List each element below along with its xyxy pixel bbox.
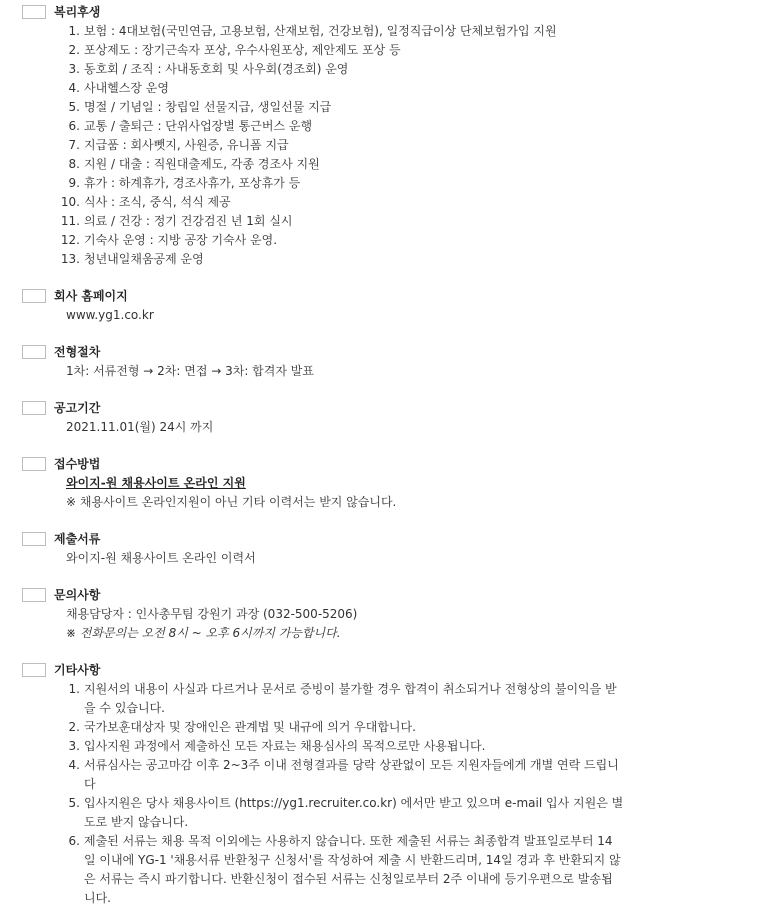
list-item: 보험 : 4대보험(국민연금, 고용보험, 산재보험, 건강보험), 일정직급이상 단체보험가입 지원 bbox=[84, 24, 557, 38]
section-period bbox=[0, 398, 774, 437]
section-title: 문의사항 bbox=[54, 588, 101, 602]
list-item: 동호회 / 조직 : 사내동호회 및 사우회(경조회) 운영 bbox=[84, 62, 349, 76]
list-item: 국가보훈대상자 및 장애인은 관계법 및 내규에 의거 우대합니다. bbox=[84, 720, 416, 734]
section-marker bbox=[22, 401, 46, 415]
section-marker bbox=[22, 345, 46, 359]
list-item: 사내헬스장 운영 bbox=[84, 81, 169, 95]
section-marker bbox=[22, 532, 46, 546]
section-title: 복리후생 bbox=[54, 5, 101, 19]
list-item: 기숙사 운영 : 지방 공장 기숙사 운영. bbox=[84, 233, 278, 247]
section-title: 회사 홈페이지 bbox=[54, 289, 128, 303]
section-method bbox=[0, 454, 774, 512]
section-process bbox=[0, 342, 774, 381]
section-marker bbox=[22, 588, 46, 602]
list-item: 휴가 : 하계휴가, 경조사휴가, 포상휴가 등 bbox=[84, 176, 301, 190]
list-item: 서류심사는 공고마감 이후 2~3주 이내 전형결과를 당락 상관없이 모든 지원자들에게 개별 연락 드립니다 bbox=[84, 758, 619, 791]
section-documents bbox=[0, 529, 774, 568]
welfare-list bbox=[0, 22, 644, 269]
period-text: 2021.11.01(월) 24시 까지 bbox=[66, 420, 214, 434]
list-item: 입사지원 과정에서 제출하신 모든 자료는 채용심사의 목적으로만 사용됩니다. bbox=[84, 739, 486, 753]
section-title: 접수방법 bbox=[54, 457, 101, 471]
list-item: 청년내일채움공제 운영 bbox=[84, 252, 204, 266]
section-marker bbox=[22, 663, 46, 677]
list-item: 지원서의 내용이 사실과 다르거나 문서로 증빙이 불가할 경우 합격이 취소되거나 전형상의 불이익을 받을 수 있습니다. bbox=[84, 682, 617, 715]
section-marker bbox=[22, 457, 46, 471]
list-item: 지급품 : 회사뺏지, 사원증, 유니폼 지급 bbox=[84, 138, 289, 152]
section-title: 제출서류 bbox=[54, 532, 101, 546]
list-item: 제출된 서류는 채용 목적 이외에는 사용하지 않습니다. 또한 제출된 서류는 최종합격 발표일로부터 14일 이내에 YG-1 '채용서류 반환청구 신청서'를 작성하여 제출 시 반환드리며, 14일 경과 후 반환되지 않은 서류는 즉시 파기합니다. 반환신청이 접수된 서류는 신청일로부터 2주 이내에 등기우편으로 발송됩니다. bbox=[84, 834, 621, 905]
process-text: 1차: 서류전형 → 2차: 면접 → 3차: 합격자 발표 bbox=[66, 364, 314, 378]
etc-list bbox=[0, 680, 624, 908]
section-etc bbox=[0, 660, 774, 908]
list-item: 의료 / 건강 : 정기 건강검진 년 1회 실시 bbox=[84, 214, 293, 228]
section-homepage bbox=[0, 286, 774, 325]
list-item: 지원 / 대출 : 직원대출제도, 각종 경조사 지원 bbox=[84, 157, 320, 171]
section-marker bbox=[22, 5, 46, 19]
section-title: 기타사항 bbox=[54, 663, 101, 677]
method-note: ※ 채용사이트 온라인지원이 아닌 기타 이력서는 받지 않습니다. bbox=[66, 495, 397, 509]
apply-online-link[interactable]: 와이지-원 채용사이트 온라인 지원 bbox=[66, 476, 246, 490]
list-item: 식사 : 조식, 중식, 석식 제공 bbox=[84, 195, 231, 209]
list-item: 입사지원은 당사 채용사이트 (https://yg1.recruiter.co.kr) 에서만 받고 있으며 e-mail 입사 지원은 별도로 받지 않습니다. bbox=[84, 796, 624, 829]
list-item: 명절 / 기념일 : 창립일 선물지급, 생일선물 지급 bbox=[84, 100, 332, 114]
section-welfare bbox=[0, 2, 774, 269]
section-title: 전형절차 bbox=[54, 345, 101, 359]
contact-text: 채용담당자 : 인사총무팀 강원기 과장 (032-500-5206) bbox=[66, 607, 358, 621]
section-contact bbox=[0, 585, 774, 643]
homepage-url[interactable]: www.yg1.co.kr bbox=[66, 308, 154, 322]
documents-text: 와이지-원 채용사이트 온라인 이력서 bbox=[66, 551, 256, 565]
list-item: 포상제도 : 장기근속자 포상, 우수사원포상, 제안제도 포상 등 bbox=[84, 43, 401, 57]
list-item: 교통 / 출퇴근 : 단위사업장별 통근버스 운행 bbox=[84, 119, 313, 133]
section-marker bbox=[22, 289, 46, 303]
section-title: 공고기간 bbox=[54, 401, 101, 415]
contact-note: ※ 전화문의는 오전 8시 ~ 오후 6시까지 가능합니다. bbox=[66, 626, 341, 640]
